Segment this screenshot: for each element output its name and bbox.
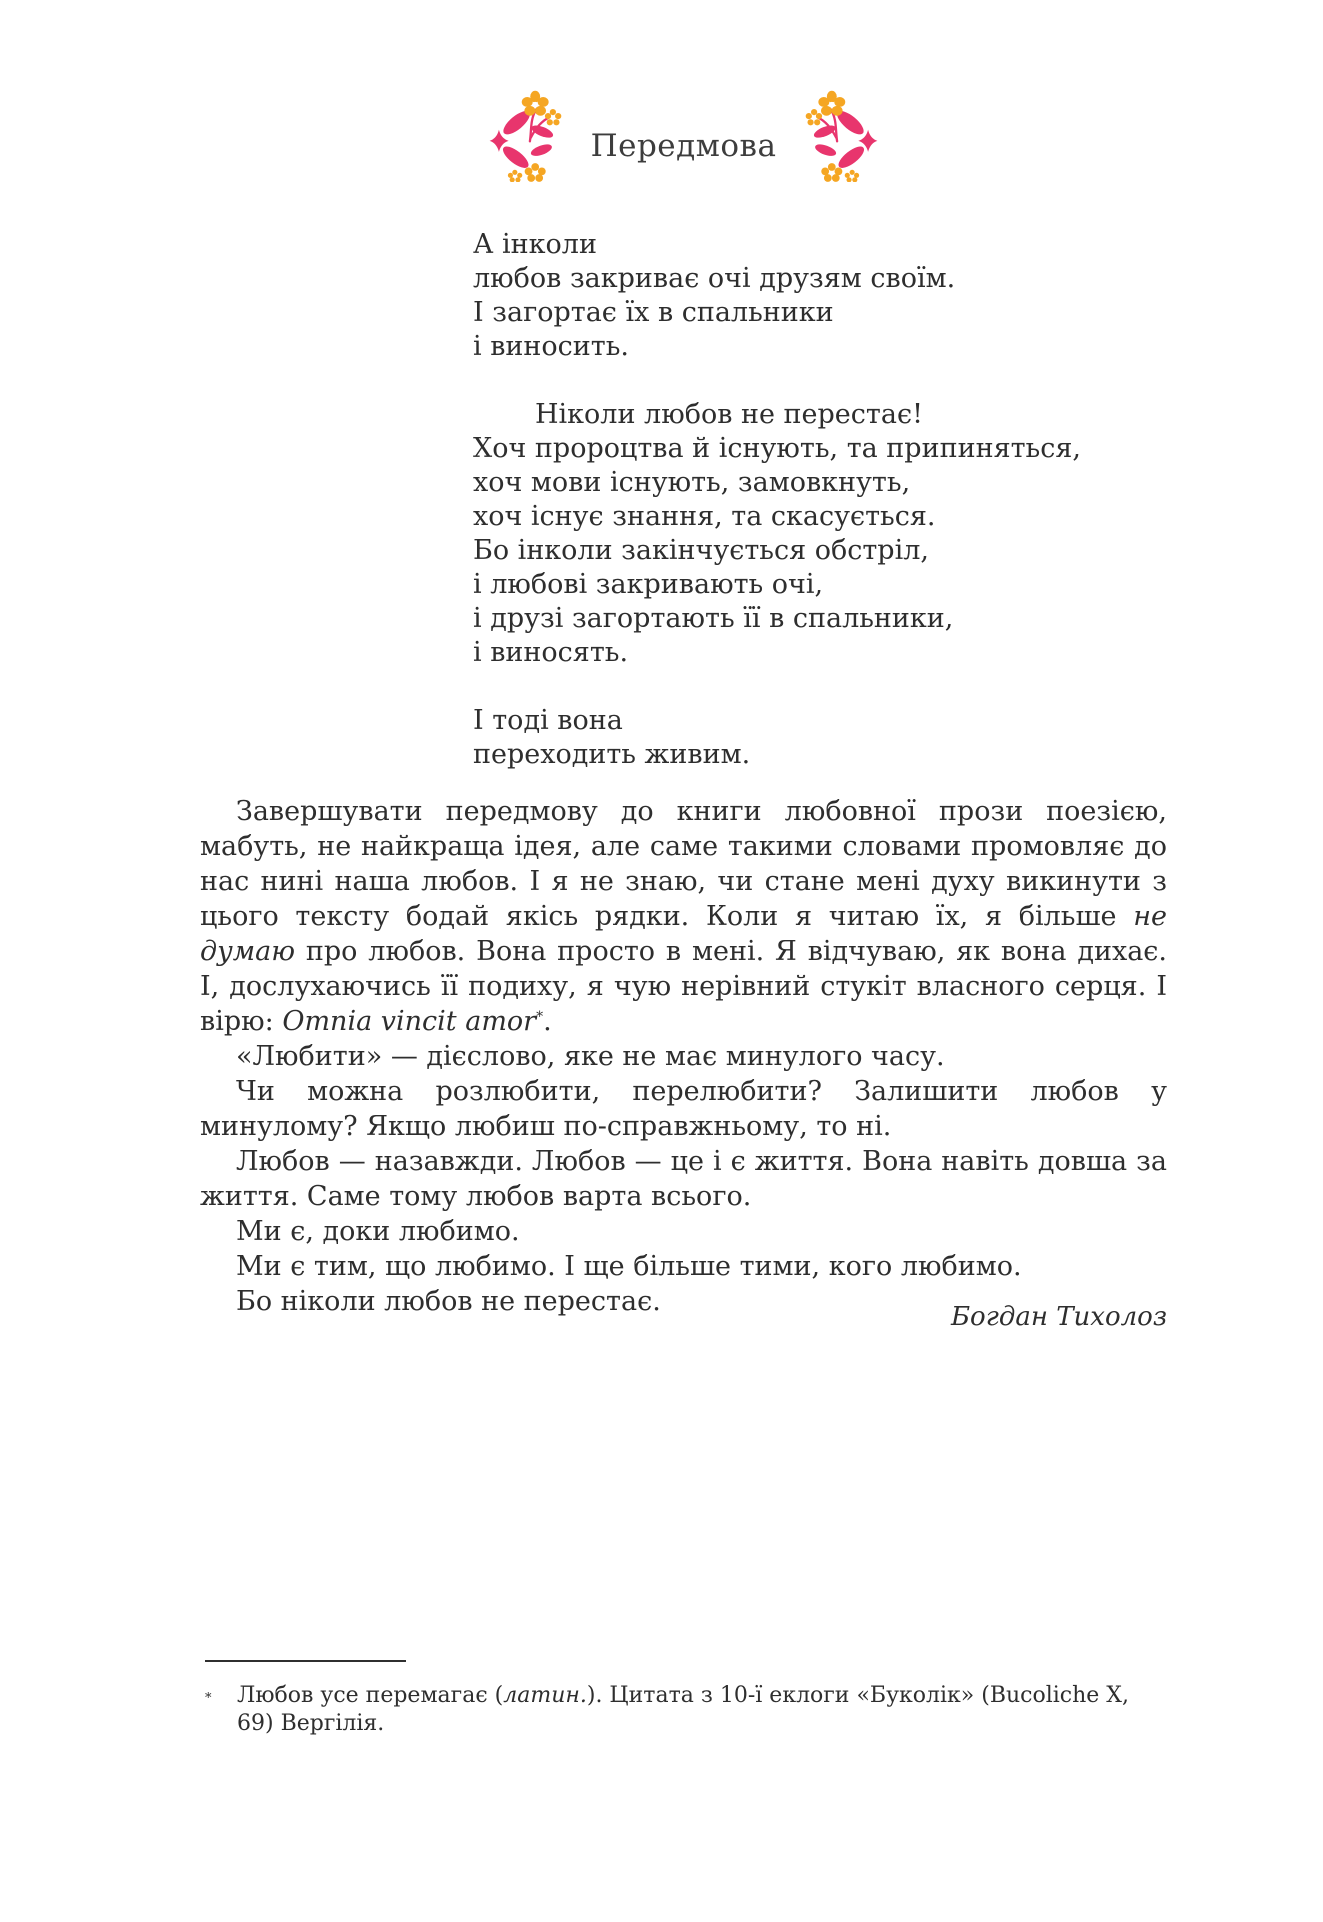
text-segment: ). Цитата з 10-ї еклоги «Буколік» (Bucoliche X, 69) Вергілія. xyxy=(237,1683,1129,1736)
footnote-text xyxy=(237,1682,1167,1738)
poem-line: Хоч пророцтва й існують, та припиняться, xyxy=(473,433,1081,464)
footnote-reference-marker: * xyxy=(536,1009,544,1025)
poem-line: любов закриває очі друзям своїм. xyxy=(473,263,956,294)
text-segment: Завершувати передмову до книги любовної прози поезією, мабуть, не найкраща ідея, але саме такими словами промовляє до нас нині наша любов. І я не знаю, чи стане мені духу викинути з цього тексту бодай якісь рядки. Коли я читаю їх, я більше xyxy=(200,796,1167,932)
epigraph-poem xyxy=(473,228,1081,806)
preface-body xyxy=(200,794,1167,1319)
poem-line: І загортає їх в спальники xyxy=(473,297,834,328)
footnote-marker: * xyxy=(205,1691,212,1706)
paragraph: Ми є, доки любимо. xyxy=(236,1216,520,1247)
page-title: Передмова xyxy=(590,128,777,164)
poem-line: переходить живим. xyxy=(473,739,751,770)
footnote xyxy=(205,1682,1167,1738)
poem-line: І тоді вона xyxy=(473,705,623,736)
paragraph: Любов — назавжди. Любов — це і є життя. Вона навіть довша за життя. Саме тому любов варта всього. xyxy=(200,1146,1167,1212)
italic-segment: латин. xyxy=(503,1683,587,1708)
floral-ornament-left-icon xyxy=(487,90,571,182)
poem-stanza-3 xyxy=(473,704,1081,772)
poem-line: хоч існує знання, та скасується. xyxy=(473,501,936,532)
paragraph: Бо ніколи любов не перестає. xyxy=(236,1286,661,1317)
poem-line: і друзі загортають її в спальники, xyxy=(473,603,954,634)
paragraph: «Любити» — дієслово, яке не має минулого часу. xyxy=(236,1041,945,1072)
poem-line: і любові закривають очі, xyxy=(473,569,824,600)
poem-stanza-1 xyxy=(473,228,1081,364)
poem-line: і виносить. xyxy=(473,331,630,362)
paragraph: Ми є тим, що любимо. І ще більше тими, кого любимо. xyxy=(236,1251,1022,1282)
floral-ornament-right-icon xyxy=(796,90,880,182)
text-segment: . xyxy=(543,1006,552,1037)
author-signature: Богдан Тихолоз xyxy=(950,1302,1167,1332)
flower-bottom-small xyxy=(507,170,521,182)
poem-line: хоч мови існують, замовкнуть, xyxy=(473,467,911,498)
text-segment: про любов. Вона просто в мені. Я відчуваю, як вона дихає. І, дослухаючись її подиху, я чую нерівний стукіт власного серця. І вірю: xyxy=(200,936,1167,1037)
poem-stanza-2 xyxy=(473,398,1081,670)
paragraph: Чи можна розлюбити, перелюбити? Залишити любов у минулому? Якщо любиш по-справжньому, то ні. xyxy=(200,1076,1167,1142)
poem-line: Ніколи любов не перестає! xyxy=(535,399,923,430)
poem-line: і виносять. xyxy=(473,637,629,668)
poem-line: А інколи xyxy=(473,229,597,260)
poem-line: Бо інколи закінчується обстріл, xyxy=(473,535,929,566)
paragraph xyxy=(200,794,1167,1039)
preface-header xyxy=(200,90,1167,182)
footnote-divider xyxy=(205,1660,406,1662)
italic-segment: Omnia vincit amor xyxy=(282,1006,537,1037)
text-segment: Любов усе перемагає ( xyxy=(237,1683,504,1708)
italic-segment: не думаю xyxy=(200,901,1167,967)
